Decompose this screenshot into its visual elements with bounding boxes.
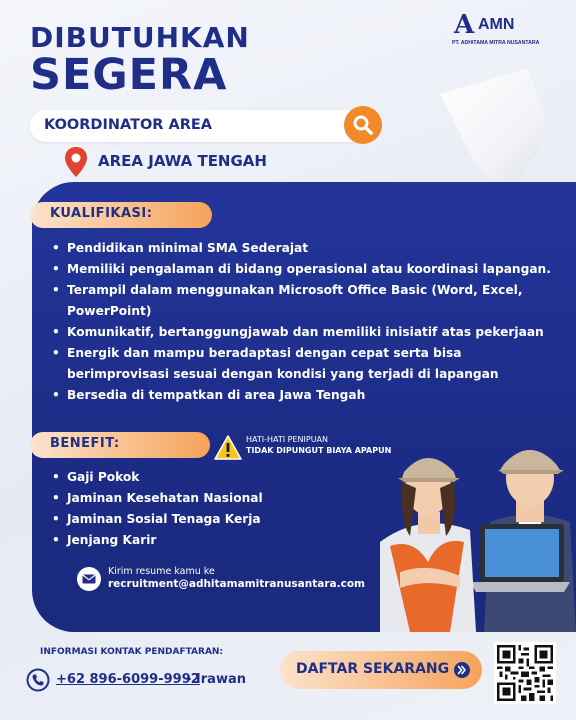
qr-code-image	[497, 645, 553, 701]
list-item: • Jaminan Sosial Tenaga Kerja	[52, 509, 302, 530]
list-item: • Bersedia di tempatkan di area Jawa Tengah	[52, 385, 567, 406]
list-item: • Pendidikan minimal SMA Sederajat	[52, 238, 567, 259]
list-item: • Gaji Pokok	[52, 467, 302, 488]
location-text: AREA JAWA TENGAH	[98, 152, 267, 170]
phone-icon	[26, 668, 50, 692]
company-name: PT. ADHITAMA MITRA NUSANTARA	[452, 40, 540, 46]
qualifications-heading: KUALIFIKASI:	[50, 206, 153, 221]
position-title: KOORDINATOR AREA	[44, 117, 213, 133]
list-item: • Memiliki pengalaman di bidang operasional atau koordinasi lapangan.	[52, 259, 567, 280]
benefit-heading-pill	[30, 432, 210, 458]
qualifications-heading-pill	[30, 202, 212, 228]
qualifications-list	[52, 238, 567, 406]
warning-line1: HATI-HATI PENIPUAN	[246, 435, 329, 444]
decorative-paper	[440, 68, 550, 198]
benefit-list	[52, 467, 302, 551]
search-icon	[352, 114, 374, 136]
headline-line2: SEGERA	[30, 50, 228, 100]
list-item: • Energik dan mampu beradaptasi dengan cepat serta bisa berimprovisasi sesuai dengan kondisi yang terjadi di lapangan	[52, 343, 567, 385]
benefit-heading: BENEFIT:	[50, 436, 120, 451]
resume-email-link[interactable]: recruitment@adhitamamitranusantara.com	[108, 578, 365, 590]
list-item: • Terampil dalam menggunakan Microsoft Office Basic (Word, Excel, PowerPoint)	[52, 280, 567, 322]
location-pin-icon	[64, 146, 88, 178]
warning-line2: TIDAK DIPUNGUT BIAYA APAPUN	[246, 446, 392, 455]
register-now-button[interactable]	[280, 651, 482, 689]
list-item: • Komunikatif, bertanggungjawab dan memiliki inisiatif atas pekerjaan	[52, 322, 567, 343]
qr-code[interactable]	[494, 642, 556, 704]
double-chevron-right-icon	[454, 662, 470, 678]
logo-mark: A	[454, 10, 475, 40]
warning-icon	[214, 435, 242, 460]
position-bar	[30, 110, 360, 142]
logo-text: AMN	[478, 16, 515, 33]
register-now-label: DAFTAR SEKARANG	[296, 661, 450, 677]
list-item: • Jenjang Karir	[52, 530, 302, 551]
company-logo	[452, 10, 552, 50]
employees-illustration	[380, 412, 576, 632]
contact-name: - Irawan	[186, 672, 246, 687]
mail-icon	[76, 566, 102, 592]
search-button[interactable]	[344, 106, 382, 144]
list-item: • Jaminan Kesehatan Nasional	[52, 488, 302, 509]
contact-title: INFORMASI KONTAK PENDAFTARAN:	[40, 647, 224, 657]
headline-line1: DIBUTUHKAN	[30, 21, 250, 54]
phone-number-link[interactable]: +62 896-6099-9992	[56, 672, 200, 687]
resume-label: Kirim resume kamu ke	[108, 566, 215, 577]
